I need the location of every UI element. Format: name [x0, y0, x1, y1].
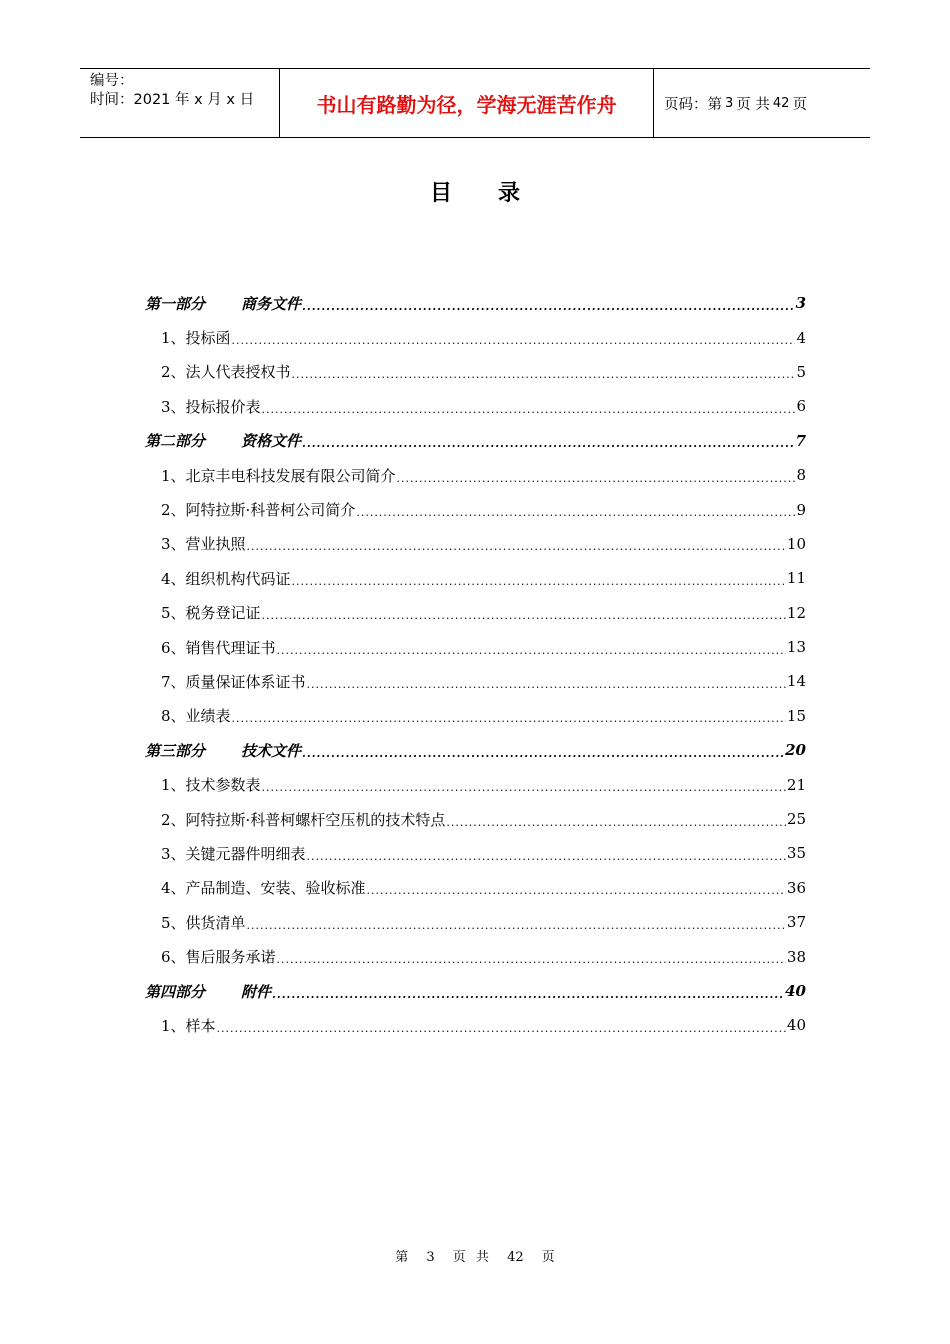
toc-leader-dots — [307, 678, 786, 691]
toc-page-number: 21 — [786, 775, 806, 794]
page-footer — [0, 1246, 950, 1265]
toc-page-number: 25 — [786, 810, 806, 829]
page-header — [80, 68, 870, 138]
toc-leader-dots — [397, 472, 796, 485]
toc-entry[interactable] — [145, 767, 806, 801]
toc-leader-dots — [272, 988, 784, 1001]
document-number-label: 编号： — [90, 73, 134, 89]
toc-page-number: 10 — [786, 534, 806, 553]
toc-entry-title: 2、阿特拉斯·科普柯公司简介 — [161, 501, 356, 520]
toc-page-number: 3 — [795, 294, 806, 313]
page-current: 3 — [725, 95, 734, 111]
toc-section-part: 第二部分 — [145, 432, 206, 451]
toc-entry[interactable] — [145, 389, 806, 423]
toc-entry[interactable] — [145, 939, 806, 973]
toc-page-number: 8 — [796, 466, 806, 485]
toc-page-number: 37 — [786, 913, 806, 932]
toc-leader-dots — [367, 884, 786, 897]
toc-entry-title: 6、售后服务承诺 — [161, 948, 276, 967]
toc-section-title — [145, 430, 301, 451]
toc-page-number: 12 — [786, 603, 806, 622]
toc-leader-dots — [292, 368, 796, 381]
toc-leader-dots — [446, 816, 786, 829]
toc-entry-title: 1、北京丰电科技发展有限公司简介 — [161, 466, 396, 485]
toc-entry-title: 5、供货清单 — [161, 913, 246, 932]
footer-total: 42 — [507, 1250, 524, 1265]
toc-section-entry[interactable] — [145, 974, 806, 1008]
toc-entry-title: 1、样本 — [161, 1016, 216, 1035]
toc-page-number: 4 — [796, 328, 806, 347]
toc-section-entry[interactable] — [145, 424, 806, 458]
toc-section-name: 技术文件 — [241, 741, 302, 760]
toc-section-name: 资格文件 — [241, 432, 302, 451]
toc-entry[interactable] — [145, 802, 806, 836]
toc-entry-title: 4、组织机构代码证 — [161, 569, 291, 588]
toc-leader-dots — [307, 850, 786, 863]
toc-entry-title: 5、税务登记证 — [161, 604, 261, 623]
toc-leader-dots — [292, 575, 786, 588]
page-suffix: 页 — [792, 96, 807, 113]
toc-entry-title: 4、产品制造、安装、验收标准 — [161, 879, 366, 898]
toc-entry-title: 3、投标报价表 — [161, 397, 261, 416]
footer-prefix: 第 — [395, 1250, 409, 1265]
table-of-contents — [145, 286, 806, 1043]
page-total: 42 — [772, 95, 790, 111]
toc-page-number: 9 — [796, 500, 806, 519]
toc-leader-dots — [302, 747, 784, 760]
footer-suffix: 页 — [541, 1250, 555, 1265]
toc-leader-dots — [277, 953, 786, 966]
toc-page-number: 7 — [795, 431, 806, 450]
toc-leader-dots — [232, 334, 796, 347]
toc-title: 目录 — [429, 181, 566, 206]
toc-page-number: 40 — [786, 1016, 806, 1035]
header-meta — [80, 69, 280, 137]
toc-section-part: 第一部分 — [145, 294, 206, 313]
toc-entry[interactable] — [145, 320, 806, 354]
toc-leader-dots — [302, 300, 795, 313]
toc-entry-title: 2、阿特拉斯·科普柯螺杆空压机的技术特点 — [161, 810, 446, 829]
header-page-info — [654, 69, 870, 137]
header-motto: 书山有路勤为径，学海无涯苦作舟 — [280, 69, 654, 137]
toc-section-entry[interactable] — [145, 286, 806, 320]
toc-entry-title: 3、关键元器件明细表 — [161, 844, 306, 863]
toc-entry[interactable] — [145, 492, 806, 526]
toc-entry[interactable] — [145, 905, 806, 939]
toc-entry-title: 1、投标函 — [161, 329, 231, 348]
toc-page-number: 5 — [796, 362, 806, 381]
toc-leader-dots — [302, 437, 795, 450]
toc-entry-title: 1、技术参数表 — [161, 776, 261, 795]
toc-page-number: 20 — [785, 741, 806, 760]
toc-leader-dots — [277, 644, 786, 657]
toc-entry-title: 2、法人代表授权书 — [161, 363, 291, 382]
toc-leader-dots — [247, 540, 786, 553]
toc-page-number: 36 — [786, 878, 806, 897]
toc-entry[interactable] — [145, 561, 806, 595]
toc-section-entry[interactable] — [145, 733, 806, 767]
toc-entry[interactable] — [145, 596, 806, 630]
toc-entry-title: 6、销售代理证书 — [161, 638, 276, 657]
toc-page-number: 35 — [786, 844, 806, 863]
toc-page-number: 14 — [786, 672, 806, 691]
document-date: 时间：2021 年 x 月 x 日 — [90, 92, 255, 108]
toc-section-name: 商务文件 — [241, 294, 302, 313]
toc-section-title — [145, 740, 301, 761]
toc-leader-dots — [356, 506, 795, 519]
page-prefix: 页码：第 — [664, 96, 722, 113]
toc-entry[interactable] — [145, 1008, 806, 1042]
toc-leader-dots — [262, 781, 786, 794]
toc-leader-dots — [262, 403, 796, 416]
footer-current: 3 — [426, 1250, 435, 1265]
toc-page-number: 38 — [786, 947, 806, 966]
toc-entry[interactable] — [145, 527, 806, 561]
toc-entry[interactable] — [145, 458, 806, 492]
toc-entry[interactable] — [145, 630, 806, 664]
toc-page-number: 15 — [786, 706, 806, 725]
toc-entry-title: 7、质量保证体系证书 — [161, 672, 306, 691]
toc-entry[interactable] — [145, 699, 806, 733]
toc-page-number: 13 — [786, 638, 806, 657]
toc-section-title — [145, 293, 301, 314]
toc-entry[interactable] — [145, 836, 806, 870]
toc-leader-dots — [247, 919, 786, 932]
toc-page-number: 11 — [786, 569, 806, 588]
toc-entry-title: 3、营业执照 — [161, 535, 246, 554]
footer-mid: 页 共 — [452, 1250, 489, 1265]
toc-entry[interactable] — [145, 355, 806, 389]
toc-leader-dots — [232, 712, 786, 725]
toc-section-name: 附件 — [241, 982, 272, 1001]
page-mid: 页 共 — [736, 96, 770, 113]
toc-entry-title: 8、业绩表 — [161, 707, 231, 726]
toc-section-part: 第四部分 — [145, 982, 206, 1001]
toc-section-part: 第三部分 — [145, 741, 206, 760]
toc-leader-dots — [217, 1022, 786, 1035]
toc-page-number: 40 — [785, 982, 806, 1000]
toc-entry[interactable] — [145, 871, 806, 905]
toc-page-number: 6 — [796, 397, 806, 416]
toc-section-title — [145, 981, 271, 1002]
toc-entry[interactable] — [145, 664, 806, 698]
toc-leader-dots — [262, 609, 786, 622]
